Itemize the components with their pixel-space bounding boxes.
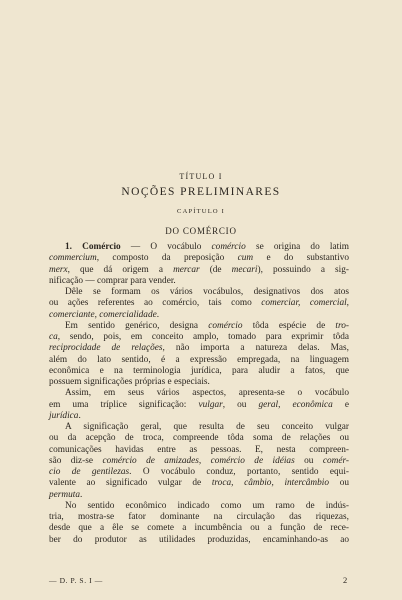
text-line: valente ao significado vulgar de troca, câmbio, intercâmbio ou [49, 478, 349, 489]
text-line: ou ações referentes ao comércio, tais como comerciar, comercial, [49, 298, 349, 309]
text-line: comerciante, comercialidade. [49, 309, 160, 320]
text-line: ber do produtor as utilidades produzidas, encaminhando-as ao [49, 534, 349, 545]
text-line: commercium, composto da preposição cum e do substantivo [49, 253, 349, 264]
text-line: jurídica. [49, 410, 81, 421]
text-line: nificação — comprar para vender. [49, 275, 176, 286]
text-line: reciprocidade de relações, não importa a natureza delas. Mas, [49, 343, 349, 354]
chapter-label: CAPÍTULO I [177, 208, 225, 215]
body-text [49, 242, 349, 546]
text-line: cio de gentilezas. O vocábulo conduz, portanto, sentido equi- [49, 467, 350, 477]
text-line: em uma tríplice significação: vulgar, ou geral, econômica e [49, 399, 350, 410]
text-line: são diz-se comércio de amizades, comércio de idéias ou comér- [49, 455, 349, 466]
text-line: desde que a êle se comete a incumbência ou a função de rece- [49, 523, 349, 534]
text-line: ou da acepção de troca, compreende tôda soma de relações ou [49, 433, 349, 444]
text-line: Dêle se formam os vários vocábulos, designativos dos atos [65, 287, 349, 297]
text-line: econômica e na terminologia jurídica, para aludir a fatos, que [49, 365, 349, 376]
text-line: Assim, em seus vários aspectos, apresenta-se o vocábulo [65, 388, 349, 399]
text-line: No sentido econômico indicado como um ramo de indús- [65, 500, 349, 511]
section-title: NOÇÕES PRELIMINARES [121, 186, 281, 198]
text-line: ca, sendo, pois, em conceito amplo, tomado para exprimir tôda [49, 332, 349, 342]
chapter-title: DO COMÉRCIO [165, 226, 237, 236]
footer-signature: — D. P. S. I — [49, 576, 103, 585]
page-number: 2 [343, 575, 348, 585]
text-line: permuta. [49, 489, 83, 500]
text-line: comunicações havidas entre as pessoas. E, nesta compreen- [49, 444, 349, 455]
text-line: 1. Comércio — O vocábulo comércio se origina do latim [65, 242, 350, 252]
text-line: tria, mostra-se fator dominante na circulação das riquezas, [49, 512, 349, 522]
title-label: TÍTULO I [179, 172, 223, 181]
text-line: possuem significações próprias e especiais. [49, 377, 210, 387]
text-line: A significação geral, que resulta de seu conceito vulgar [65, 422, 349, 432]
text-line: além do lato sentido, é a expressão empregada, na linguagem [49, 354, 349, 365]
text-line: Em sentido genérico, designa comércio tôda espécie de tro- [65, 320, 349, 331]
text-line: merx, que dá origem a mercar (de mecari), possuindo a sig- [49, 264, 349, 275]
